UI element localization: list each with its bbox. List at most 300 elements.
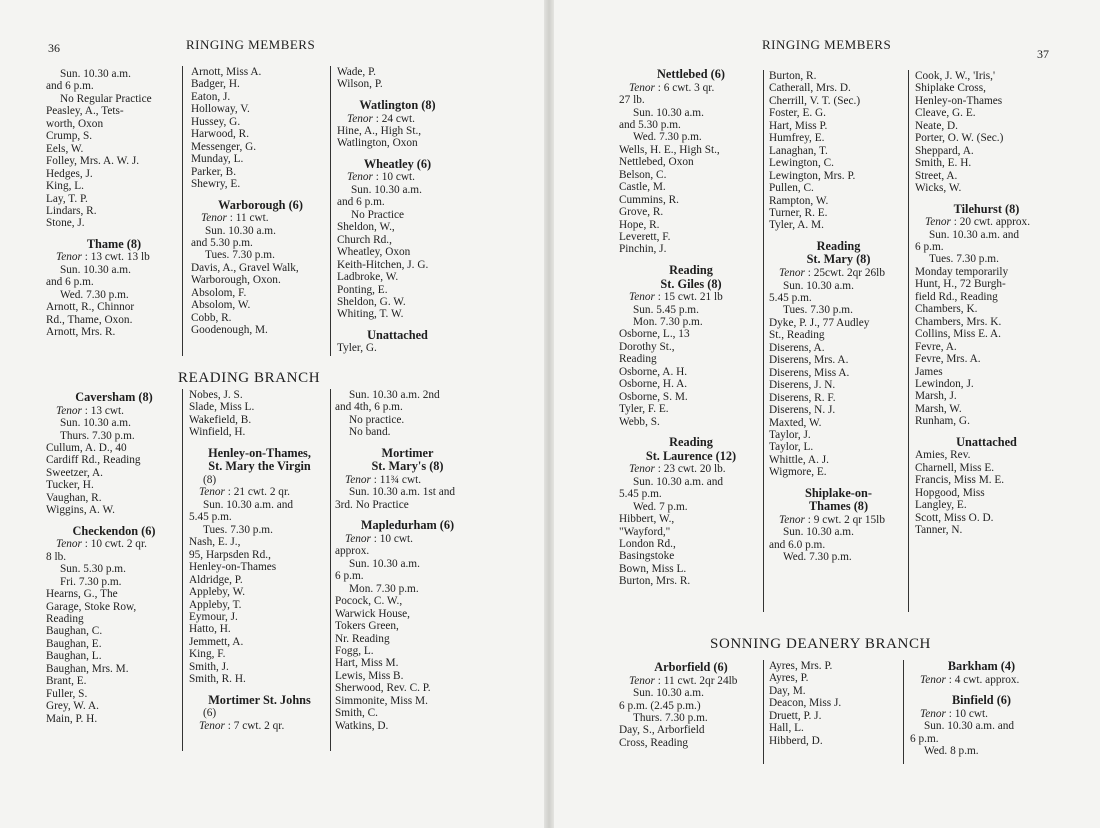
tenor-label: Tenor bbox=[629, 291, 655, 304]
entry-line: Main, P. H. bbox=[46, 712, 98, 725]
entry-line: Sun. 10.30 a.m. bbox=[783, 526, 854, 539]
entry-line: Sun. 10.30 a.m. bbox=[783, 279, 854, 292]
entry-line: Appleby, W. bbox=[189, 586, 246, 599]
entry-line: and 6 p.m. bbox=[46, 80, 94, 93]
entry-line: Taylor, J. bbox=[769, 428, 811, 441]
entry-line: Neate, D. bbox=[915, 119, 958, 132]
tenor-label: Tenor bbox=[629, 81, 655, 94]
entry-line: Badger, H. bbox=[191, 78, 240, 91]
entry-line: Shewry, E. bbox=[191, 178, 241, 191]
tenor-label: Tenor bbox=[56, 251, 82, 264]
tenor-value: 4 cwt. approx. bbox=[954, 673, 1020, 686]
entry-line: Diserens, J. N. bbox=[769, 379, 836, 392]
entry-line: Day, M. bbox=[769, 684, 806, 697]
entry-line: Grove, R. bbox=[619, 206, 664, 219]
entry-line: Lewington, C. bbox=[769, 157, 834, 170]
tenor-line bbox=[769, 514, 908, 526]
entry-line: Taylor, L. bbox=[769, 441, 814, 454]
entry-line: and 6.0 p.m. bbox=[769, 538, 826, 551]
left-top-col-1 bbox=[46, 68, 182, 339]
entry-line: Hatto, H. bbox=[189, 623, 231, 636]
section-heading-unattached: Unattached bbox=[956, 434, 1017, 449]
entry-line: James bbox=[915, 365, 943, 378]
entry-line: Dyke, P. J., 77 Audley bbox=[769, 316, 870, 329]
tenor-separator: : bbox=[224, 486, 234, 499]
right-top-col-1 bbox=[619, 68, 763, 588]
entry-line: Wakefield, B. bbox=[189, 413, 252, 426]
entry-line: Sheldon, G. W. bbox=[337, 295, 406, 308]
entry-line: Garage, Stoke Row, bbox=[46, 600, 137, 613]
running-head: RINGING MEMBERS bbox=[762, 37, 892, 52]
entry-line: Castle, M. bbox=[619, 181, 666, 194]
tenor-separator: : bbox=[654, 674, 664, 687]
entry-line: Marsh, W. bbox=[915, 402, 962, 415]
entry-line: Jemmett, A. bbox=[189, 635, 244, 648]
entry-line: Tokers Green, bbox=[335, 620, 399, 633]
entry-line: Lewindon, J. bbox=[915, 378, 974, 391]
entry-line: Wed. 7.30 p.m. bbox=[60, 288, 129, 301]
tenor-separator: : bbox=[945, 673, 955, 686]
entry-line: Hart, Miss M. bbox=[335, 657, 399, 670]
left-page bbox=[0, 0, 549, 828]
entry-line: Sweetzer, A. bbox=[46, 466, 103, 479]
entry-line: Basingstoke bbox=[619, 550, 675, 563]
entry-line: Lay, T. P. bbox=[46, 192, 88, 205]
section-subheading-st-laurence-12: St. Laurence (12) bbox=[645, 448, 737, 463]
entry-line: Warborough, Oxon. bbox=[191, 274, 281, 287]
entry-line: Cullum, A. D., 40 bbox=[46, 441, 127, 454]
entry-line: Day, S., Arborfield bbox=[619, 724, 705, 737]
tenor-label: Tenor bbox=[920, 707, 946, 720]
entry-line: Sun. 10.30 a.m. bbox=[633, 106, 704, 119]
tenor-value: 9 cwt. 2 qr 15lb bbox=[813, 513, 885, 526]
entry-line: Sun. 10.30 a.m. bbox=[349, 557, 420, 570]
tenor-separator: : bbox=[81, 404, 91, 417]
entry-line: Sun. 10.30 a.m. bbox=[60, 263, 131, 276]
section-subheading-st-mary-the-virgin: St. Mary the Virgin bbox=[208, 459, 311, 474]
entry-line: No practice. bbox=[349, 413, 405, 426]
entry-line: Nash, E. J., bbox=[189, 536, 241, 549]
tenor-line bbox=[619, 291, 763, 303]
entry-line: Arnott, Mrs. R. bbox=[46, 326, 116, 339]
section-subheading-st-mary-s-8: St. Mary's (8) bbox=[371, 459, 444, 474]
tenor-line bbox=[769, 267, 908, 279]
left-top-col-2 bbox=[182, 66, 330, 356]
section-subheading-st-giles-8: St. Giles (8) bbox=[660, 276, 722, 291]
tenor-value: 25cwt. 2qr 26lb bbox=[813, 267, 885, 280]
tenor-line bbox=[619, 675, 763, 687]
entry-line: Eels, W. bbox=[46, 142, 84, 155]
entry-line: No Regular Practice bbox=[60, 92, 152, 105]
entry-line: Smith, C. bbox=[335, 707, 379, 720]
entry-line: No band. bbox=[349, 426, 391, 439]
entry-line: Tues. 7.30 p.m. bbox=[205, 249, 275, 262]
entry-line: Cummins, R. bbox=[619, 193, 679, 206]
tenor-line bbox=[46, 251, 182, 263]
tenor-label: Tenor bbox=[201, 212, 227, 225]
entry-line: Tyler, F. E. bbox=[619, 403, 669, 416]
entry-line: Cross, Reading bbox=[619, 736, 689, 749]
tenor-separator: : bbox=[804, 513, 814, 526]
entry-line: Henley-on-Thames bbox=[189, 561, 277, 574]
tenor-label: Tenor bbox=[199, 486, 225, 499]
entry-line: Henley-on-Thames bbox=[915, 94, 1003, 107]
tenor-value: 11¾ cwt. bbox=[379, 474, 422, 486]
entry-line: Grey, W. A. bbox=[46, 700, 99, 713]
tenor-line bbox=[335, 474, 480, 486]
entry-line: Runham, G. bbox=[915, 415, 970, 428]
book-gutter bbox=[544, 0, 554, 828]
entry-line: Osborne, S. M. bbox=[619, 390, 688, 403]
entry-line: Osborne, L., 13 bbox=[619, 328, 690, 341]
entry-line: Sun. 10.30 a.m. bbox=[633, 687, 704, 700]
tenor-label: Tenor bbox=[347, 112, 373, 125]
right-bottom-col-1 bbox=[619, 661, 763, 749]
entry-line: Sun. 10.30 a.m. 1st and bbox=[349, 486, 456, 499]
entry-line: Belson, C. bbox=[619, 168, 667, 181]
entry-line: Tues. 7.30 p.m. bbox=[783, 304, 853, 317]
entry-line: Lindars, R. bbox=[46, 204, 97, 217]
entry-line: Ponting, E. bbox=[337, 283, 388, 296]
tenor-label: Tenor bbox=[779, 267, 805, 280]
entry-line: Brant, E. bbox=[46, 675, 87, 688]
entry-line: 6 p.m. (2.45 p.m.) bbox=[619, 699, 701, 712]
entry-line: Tues. 7.30 p.m. bbox=[203, 523, 273, 536]
entry-line: Whittle, A. J. bbox=[769, 453, 829, 466]
entry-line: Marsh, J. bbox=[915, 390, 957, 403]
entry-line: Fogg, L. bbox=[335, 645, 374, 658]
entry-line: 95, Harpsden Rd., bbox=[189, 548, 271, 561]
page-number: 36 bbox=[48, 41, 60, 55]
right-bottom-col-2 bbox=[763, 660, 903, 764]
tenor-line bbox=[619, 82, 763, 94]
entry-line: 3rd. No Practice bbox=[335, 498, 409, 511]
section-heading-checkendon-6: Checkendon (6) bbox=[72, 523, 156, 538]
right-top-col-2 bbox=[763, 70, 908, 612]
section-heading-arborfield-6: Arborfield (6) bbox=[654, 660, 728, 674]
entry-line: Lewington, Mrs. P. bbox=[769, 169, 856, 182]
entry-line: Hopgood, Miss bbox=[915, 486, 985, 499]
entry-line: Baughan, C. bbox=[46, 625, 103, 638]
section-heading-mortimer-st-johns: Mortimer St. Johns bbox=[208, 692, 311, 707]
tenor-separator: : bbox=[654, 463, 664, 476]
entry-line: Lewis, Miss B. bbox=[335, 669, 404, 682]
entry-line: 6 p.m. bbox=[335, 570, 364, 583]
entry-line: Dorothy St., bbox=[619, 340, 675, 353]
section-heading-warborough-6: Warborough (6) bbox=[218, 197, 303, 212]
entry-line: Fuller, S. bbox=[46, 687, 88, 700]
entry-line: Scott, Miss O. D. bbox=[915, 511, 994, 524]
section-heading-reading: Reading bbox=[816, 238, 861, 253]
tenor-value: 21 cwt. 2 qr. bbox=[233, 486, 290, 499]
tenor-label: Tenor bbox=[920, 673, 946, 686]
tenor-label: Tenor bbox=[779, 513, 805, 526]
tenor-label: Tenor bbox=[56, 538, 82, 551]
tenor-line bbox=[189, 720, 330, 732]
section-subheading-thames-8: Thames (8) bbox=[808, 499, 869, 514]
entry-line: Webb, S. bbox=[619, 415, 660, 428]
entry-line: Sherwood, Rev. C. P. bbox=[335, 682, 431, 695]
entry-line: Hibbert, W., bbox=[619, 513, 675, 526]
entry-line: Sun. 5.45 p.m. bbox=[633, 303, 699, 316]
entry-line: Sun. 10.30 a.m. and bbox=[924, 720, 1015, 733]
tenor-separator: : bbox=[81, 251, 91, 264]
entry-line: Maxted, W. bbox=[769, 416, 822, 429]
entry-line: Mon. 7.30 p.m. bbox=[349, 582, 419, 595]
entry-line: and 6 p.m. bbox=[46, 276, 94, 289]
entry-line: Porter, O. W. (Sec.) bbox=[915, 132, 1004, 145]
tenor-label: Tenor bbox=[199, 719, 225, 732]
entry-line: Vaughan, R. bbox=[46, 491, 102, 504]
section-heading-caversham-8: Caversham (8) bbox=[75, 390, 153, 404]
entry-line: Turner, R. E. bbox=[769, 206, 828, 219]
section-heading-watlington-8: Watlington (8) bbox=[359, 97, 436, 112]
entry-line: Keith-Hitchen, J. G. bbox=[337, 258, 429, 271]
entry-line: field Rd., Reading bbox=[915, 290, 998, 303]
entry-line: approx. bbox=[335, 545, 370, 558]
section-heading-nettlebed-6: Nettlebed (6) bbox=[657, 67, 725, 81]
entry-line: Monday temporarily bbox=[915, 265, 1009, 278]
entry-line: Bown, Miss L. bbox=[619, 562, 687, 575]
entry-line: Mon. 7.30 p.m. bbox=[633, 316, 703, 329]
entry-line: Harwood, R. bbox=[191, 128, 250, 141]
tenor-label: Tenor bbox=[56, 404, 82, 417]
entry-line: Wed. 7.30 p.m. bbox=[633, 131, 702, 144]
entry-line: Fri. 7.30 p.m. bbox=[60, 575, 122, 588]
branch-title: SONNING DEANERY BRANCH bbox=[710, 636, 931, 652]
entry-line: Whiting, T. W. bbox=[337, 308, 404, 321]
tenor-separator: : bbox=[226, 212, 236, 225]
section-heading-reading: Reading bbox=[669, 262, 713, 277]
left-bottom-col-1 bbox=[46, 391, 182, 725]
tenor-label: Tenor bbox=[629, 463, 655, 476]
entry-line: Wheatley, Oxon bbox=[337, 246, 411, 259]
tenor-value: 24 cwt. bbox=[381, 112, 416, 125]
entry-line: Leverett, F. bbox=[619, 231, 671, 244]
entry-line: Hine, A., High St., bbox=[337, 124, 422, 137]
entry-line: Parker, B. bbox=[191, 165, 237, 178]
tenor-line bbox=[46, 538, 182, 550]
entry-line: Lanaghan, T. bbox=[769, 144, 828, 157]
entry-line: Ayres, P. bbox=[769, 672, 809, 685]
tenor-value: 10 cwt. bbox=[381, 171, 416, 184]
entry-line: Wed. 7.30 p.m. bbox=[783, 551, 852, 564]
entry-line: Wade, P. bbox=[337, 66, 376, 78]
branch-title: READING BRANCH bbox=[178, 370, 321, 386]
entry-line: Rampton, W. bbox=[769, 194, 829, 207]
entry-line: 8 lb. bbox=[46, 550, 67, 563]
entry-line: Eymour, J. bbox=[189, 610, 238, 623]
tenor-value: 20 cwt. approx. bbox=[959, 216, 1031, 229]
entry-line: Sun. 10.30 a.m. and bbox=[633, 475, 724, 488]
entry-line: Osborne, H. A. bbox=[619, 378, 688, 391]
entry-line: Davis, A., Gravel Walk, bbox=[191, 261, 299, 274]
entry-line: Tyler, G. bbox=[337, 342, 377, 355]
tenor-value: 6 cwt. 3 qr. bbox=[663, 81, 715, 94]
right-top-col-3 bbox=[908, 70, 1058, 612]
entry-line: Cherrill, V. T. (Sec.) bbox=[769, 94, 861, 107]
section-subheading-st-mary-8: St. Mary (8) bbox=[806, 252, 871, 267]
left-top-col-3 bbox=[330, 66, 458, 356]
entry-line: Wicks, W. bbox=[915, 182, 962, 195]
entry-line: Tucker, H. bbox=[46, 479, 94, 492]
tenor-value: 10 cwt. 2 qr. bbox=[90, 538, 147, 551]
entry-line: Hussey, G. bbox=[191, 115, 241, 128]
entry-line: Sun. 10.30 a.m. and bbox=[929, 228, 1020, 241]
tenor-line bbox=[46, 405, 182, 417]
left-bottom-col-3 bbox=[330, 389, 480, 751]
entry-line: Absolom, W. bbox=[191, 299, 251, 312]
entry-line: Pinchin, J. bbox=[619, 243, 667, 256]
section-heading-binfield-6: Binfield (6) bbox=[951, 693, 1012, 708]
entry-line: Chambers, K. bbox=[915, 303, 978, 316]
entry-line: Appleby, T. bbox=[189, 598, 242, 611]
tenor-separator: : bbox=[654, 81, 664, 94]
entry-line: Catherall, Mrs. D. bbox=[769, 82, 851, 95]
section-heading-mortimer: Mortimer bbox=[381, 445, 434, 460]
entry-line: 27 lb. bbox=[619, 94, 645, 107]
entry-line: Eaton, J. bbox=[191, 90, 231, 103]
tenor-line bbox=[915, 216, 1058, 228]
entry-line: Sun. 10.30 a.m. and bbox=[203, 498, 294, 511]
entry-line: Winfield, H. bbox=[189, 426, 246, 439]
tenor-value: 7 cwt. 2 qr. bbox=[233, 719, 285, 732]
entry-line: No Practice bbox=[351, 208, 405, 221]
entry-line: 6 p.m. bbox=[910, 732, 939, 745]
entry-line: Pocock, C. W., bbox=[335, 595, 403, 608]
left-bottom-col-2 bbox=[182, 389, 330, 751]
tenor-label: Tenor bbox=[629, 674, 655, 687]
entry-line: Fevre, A. bbox=[915, 340, 957, 353]
tenor-separator: : bbox=[372, 171, 382, 184]
entry-line: Church Rd., bbox=[337, 233, 392, 246]
entry-line: Diserens, Miss A. bbox=[769, 366, 850, 379]
entry-line: Hart, Miss P. bbox=[769, 119, 828, 132]
section-heading-reading: Reading bbox=[669, 435, 713, 450]
tenor-line bbox=[910, 708, 1053, 720]
section-heading-shiplake-on: Shiplake-on- bbox=[805, 485, 872, 500]
section-heading-wheatley-6: Wheatley (6) bbox=[363, 156, 432, 171]
entry-line: Smith, R. H. bbox=[189, 673, 246, 686]
tenor-value: 10 cwt. bbox=[379, 532, 414, 545]
tenor-line bbox=[337, 171, 458, 183]
entry-line: Foster, E. G. bbox=[769, 107, 826, 120]
tenor-line bbox=[189, 486, 330, 498]
entry-line: Diserens, N. J. bbox=[769, 404, 836, 417]
entry-line: Francis, Miss M. E. bbox=[915, 474, 1005, 487]
entry-line: Baughan, Mrs. M. bbox=[46, 662, 129, 675]
entry-line: Munday, L. bbox=[191, 153, 244, 166]
entry-line: Smith, J. bbox=[189, 660, 229, 673]
tenor-separator: : bbox=[370, 474, 380, 486]
entry-line: Sun. 10.30 a.m. bbox=[351, 183, 422, 196]
entry-line: Tyler, A. M. bbox=[769, 219, 824, 232]
entry-line: London Rd., bbox=[619, 538, 676, 551]
tenor-separator: : bbox=[370, 532, 380, 545]
entry-line: Wilson, P. bbox=[337, 78, 383, 91]
entry-line: Nr. Reading bbox=[335, 632, 390, 645]
running-head: RINGING MEMBERS bbox=[186, 37, 316, 52]
section-heading-thame-8: Thame (8) bbox=[86, 236, 142, 251]
entry-line: Slade, Miss L. bbox=[189, 401, 255, 414]
entry-line: Diserens, R. F. bbox=[769, 391, 836, 404]
entry-line: and 6 p.m. bbox=[337, 196, 385, 209]
entry-line: Goodenough, M. bbox=[191, 324, 268, 337]
tenor-label: Tenor bbox=[345, 474, 371, 486]
entry-line: 5.45 p.m. bbox=[769, 291, 812, 304]
entry-line: Arnott, R., Chinnor bbox=[46, 301, 135, 314]
entry-line: Sheldon, W., bbox=[337, 221, 395, 234]
entry-line: Hedges, J. bbox=[46, 167, 93, 180]
entry-line: Hall, L. bbox=[769, 722, 804, 735]
right-page bbox=[549, 0, 1100, 828]
section-heading-unattached: Unattached bbox=[367, 327, 428, 342]
tenor-separator: : bbox=[804, 267, 814, 280]
entry-line: (8) bbox=[203, 474, 217, 486]
entry-line: Baughan, E. bbox=[46, 637, 102, 650]
entry-line: Pullen, C. bbox=[769, 182, 814, 195]
entry-line: Tanner, N. bbox=[915, 524, 963, 537]
entry-line: Sun. 10.30 a.m. bbox=[60, 417, 131, 430]
entry-line: Hope, R. bbox=[619, 218, 660, 231]
entry-line: worth, Oxon bbox=[46, 117, 104, 130]
tenor-value: 11 cwt. 2qr 24lb bbox=[663, 674, 738, 687]
entry-line: and 5.30 p.m. bbox=[191, 237, 253, 250]
entry-line: Sun. 10.30 a.m. bbox=[60, 68, 131, 80]
entry-line: (6) bbox=[203, 707, 217, 720]
entry-line: Sun. 10.30 a.m. bbox=[205, 224, 276, 237]
entry-line: and 4th, 6 p.m. bbox=[335, 401, 403, 414]
entry-line: and 5.30 p.m. bbox=[619, 118, 681, 131]
entry-line: Cardiff Rd., Reading bbox=[46, 454, 141, 467]
tenor-separator: : bbox=[81, 538, 91, 551]
entry-line: Fevre, Mrs. A. bbox=[915, 353, 981, 366]
tenor-line bbox=[191, 212, 330, 224]
entry-line: Nettlebed, Oxon bbox=[619, 156, 694, 169]
entry-line: Wiggins, A. W. bbox=[46, 504, 115, 517]
entry-line: Cook, J. W., 'Iris,' bbox=[915, 70, 996, 82]
entry-line: Wed. 7 p.m. bbox=[633, 500, 688, 513]
tenor-value: 15 cwt. 21 lb bbox=[663, 291, 723, 304]
entry-line: Stone, J. bbox=[46, 217, 85, 230]
entry-line: Folley, Mrs. A. W. J. bbox=[46, 155, 140, 168]
section-heading-barkham-4: Barkham (4) bbox=[947, 659, 1016, 673]
entry-line: Cleave, G. E. bbox=[915, 107, 976, 120]
entry-line: Collins, Miss E. A. bbox=[915, 328, 1002, 341]
tenor-line bbox=[910, 674, 1053, 686]
tenor-line bbox=[619, 463, 763, 475]
entry-line: St., Reading bbox=[769, 329, 825, 342]
tenor-separator: : bbox=[945, 707, 955, 720]
tenor-value: 11 cwt. bbox=[235, 212, 269, 225]
tenor-label: Tenor bbox=[347, 171, 373, 184]
tenor-label: Tenor bbox=[345, 532, 371, 545]
entry-line: Diserens, A. bbox=[769, 341, 825, 354]
entry-line: Osborne, A. H. bbox=[619, 365, 688, 378]
tenor-separator: : bbox=[654, 291, 664, 304]
entry-line: Wigmore, E. bbox=[769, 466, 827, 479]
right-bottom-col-3 bbox=[903, 660, 1053, 764]
entry-line: "Wayford," bbox=[619, 525, 671, 538]
entry-line: Rd., Thame, Oxon. bbox=[46, 313, 133, 326]
entry-line: 6 p.m. bbox=[915, 241, 944, 254]
entry-line: Hibberd, D. bbox=[769, 734, 823, 747]
entry-line: Wed. 8 p.m. bbox=[924, 745, 979, 757]
entry-line: Sun. 10.30 a.m. 2nd bbox=[349, 389, 440, 401]
entry-line: Reading bbox=[46, 612, 84, 625]
entry-line: Aldridge, P. bbox=[189, 573, 243, 586]
tenor-label: Tenor bbox=[925, 216, 951, 229]
